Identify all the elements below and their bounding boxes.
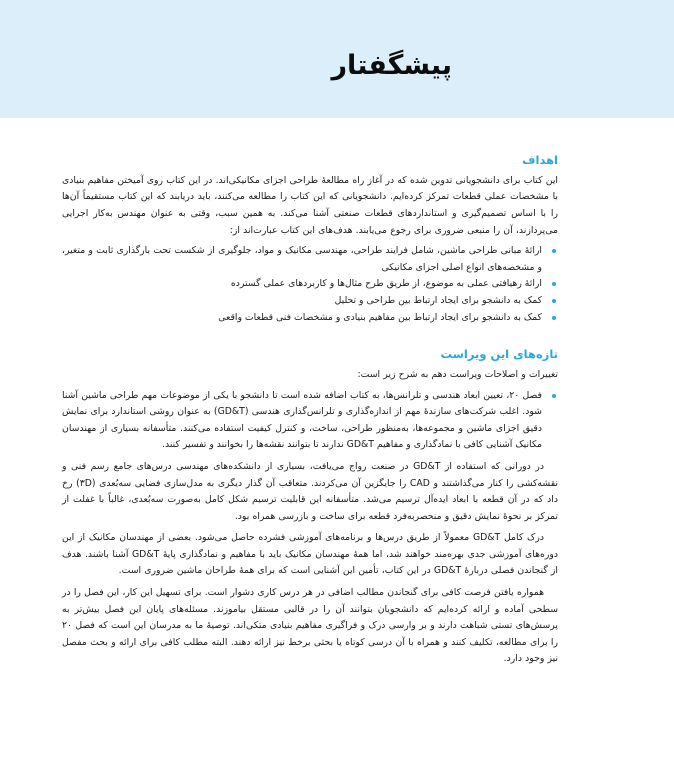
page-title: پیشگفتار — [331, 50, 452, 81]
section-heading-objectives: اهداف — [522, 153, 558, 167]
whats-new-paragraph-2: درک کامل GD&T معمولاً از طریق درس‌ها و برنامه‌های آموزشی فشرده حاصل می‌شود. بعضی از مهندسان مکانیک از این دوره‌های آموزشی جدی بهره‌مند خواهند شد، اما همهٔ مهندسان مکانیک باید با مفاهیم و نمادگذاری پایهٔ GD&T آشنا باشند. هدف از گنجاندن فصلی دربارهٔ GD&T در این کتاب، تأمین این آشنایی است که برای همهٔ طراحان ماشین ضروری است. — [62, 532, 558, 577]
section-heading-whats-new: تازه‌های این ویراست — [440, 347, 558, 362]
objectives-intro-paragraph: این کتاب برای دانشجویانی تدوین شده که در آغاز راه مطالعهٔ طراحی اجزای مکانیکی‌اند. در این کتاب روی آمیختن مفاهیم بنیادی با مشخصات عملی قطعات تمرکز کرده‌ایم. دانشجویانی که این کتاب را مطالعه می‌کنند، باید دریابند که این کتاب مستقیماً آن‌ها را با اساس تصمیم‌گیری و استانداردهای قطعات صنعتی آشنا می‌کند. به همین سبب، وقتی به عنوان مهندس به‌کار اجرایی می‌پردازند، آن را منبعی ضروری برای رجوع می‌یابند. هدف‌های این کتاب عبارت‌اند از: — [62, 174, 558, 236]
document-content — [62, 118, 558, 668]
bullet-dot-icon — [552, 316, 556, 320]
list-item-text: ارائهٔ رهیافتی عملی به موضوع، از طریق طرح مثال‌ها و کاربردهای عملی گسترده — [230, 278, 542, 290]
whats-new-intro-paragraph: تغییرات و اصلاحات ویراست دهم به شرح زیر است: — [357, 368, 558, 380]
whats-new-paragraph-1: در دورانی که استفاده از GD&T در صنعت رواج می‌یافت، بسیاری از دانشکده‌های مهندسی درس‌های جامع رسم فنی و نقشه‌کشی را کنار می‌گذاشتند و CAD را جایگزین آن می‌کردند. متعاقب آن گذار دیگری به مدل‌سازی فضایی سه‌بُعدی (۳D) رخ داد که در آن قطعه با ابعاد ایده‌آل ترسیم می‌شد. متأسفانه این قابلیت ترسیم شکل کامل به‌صورت سه‌بُعدی، غالباً با غفلت از تمرکز بر نحوهٔ نمایش دقیق و منحصربه‌فرد قطعه برای ساخت و بازرسی همراه بود. — [62, 460, 558, 522]
bullet-dot-icon — [552, 299, 556, 303]
list-item — [62, 243, 558, 276]
bullet-dot-icon — [552, 282, 556, 286]
list-item — [62, 276, 558, 293]
list-item-text: کمک به دانشجو برای ایجاد ارتباط بین مفاهیم بنیادی و مشخصات فنی قطعات واقعی — [218, 311, 542, 323]
bullet-dot-icon — [552, 249, 556, 253]
list-item-text: کمک به دانشجو برای ایجاد ارتباط بین طراحی و تحلیل — [334, 294, 542, 306]
list-item-text: ارائهٔ مبانی طراحی ماشین، شامل فرایند طراحی، مهندسی مکانیک و مواد، جلوگیری از شکست تحت بارگذاری ثابت و متغیر، و مشخصه‌های انواع اصلی اجزای مکانیکی — [62, 245, 542, 273]
whats-new-bullet-list — [62, 388, 558, 454]
list-item-text: فصل ۲۰، تعیین ابعاد هندسی و تلرانس‌ها، به کتاب اضافه شده است تا دانشجو با یکی از موضوعات مهم طراحی ماشین آشنا شود. اغلب شرکت‌های سازندهٔ مهم از اندازه‌گذاری و تلرانس‌گذاری هندسی (GD&T) به عنوان روشی استاندارد برای نمایش دقیق اجزای ماشین و مجموعه‌ها، به‌منظور طراحی، ساخت، و کنترل کیفیت استفاده می‌کنند. متأسفانه بسیاری از مهندسان مکانیک آشنایی کافی با نمادگذاری و مفاهیم GD&T ندارند تا بتوانند نقشه‌ها را بخوانند و تفسیر کنند. — [62, 389, 542, 451]
bullet-dot-icon — [552, 394, 556, 398]
objectives-bullet-list — [62, 243, 558, 326]
list-item — [62, 310, 558, 327]
list-item — [62, 293, 558, 310]
page-header-band — [0, 0, 674, 118]
whats-new-paragraph-3: همواره یافتن فرصت کافی برای گنجاندن مطالب اضافی در هر درس کاری دشوار است. برای تسهیل این کار، این فصل را در سطحی آماده و ارائه کرده‌ایم که دانشجویان بتوانند آن را در قالبی مستقل بیاموزند. مسئله‌های پایان این فصل بیش‌تر به پرسش‌های تستی شباهت دارند و بر وارسی درک و فراگیری مفاهیم بنیادی متکی‌اند. توصیهٔ ما به مدرسان این است که فصل ۲۰ را برای مطالعه، تکلیف کنند و همراه با آن درسی کوتاه یا بحثی برخط نیز ارائه دهند. البته مطلب کافی برای ارائه و بحث مفصل نیز وجود دارد. — [62, 587, 558, 665]
list-item — [62, 388, 558, 454]
